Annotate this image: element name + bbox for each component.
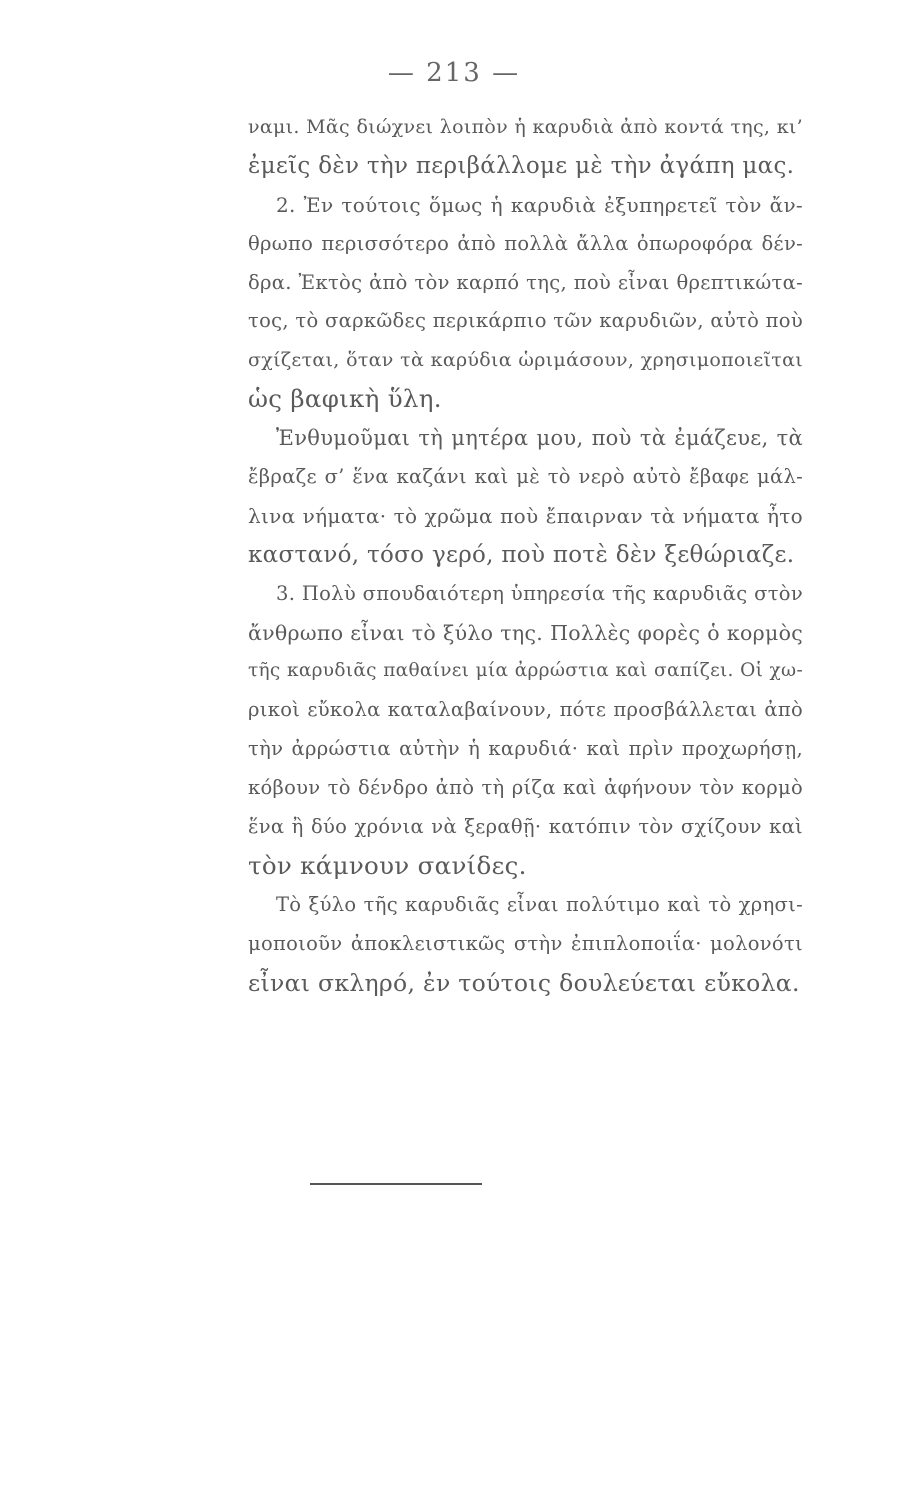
text-line: ναμι. Μᾶς διώχνει λοιπὸν ἡ καρυδιὰ ἀπὸ κοντά της, κι’ bbox=[248, 116, 803, 138]
text-line: τὸν κάμνουν σανίδες. bbox=[248, 850, 527, 880]
text-line: τὴν ἀρρώστια αὐτὴν ἡ καρυδιά· καὶ πρὶν προχωρήσῃ, bbox=[248, 737, 803, 761]
text-line: 2. Ἐν τούτοις ὅμως ἡ καρυδιὰ ἐξυπηρετεῖ τὸν ἄν- bbox=[276, 192, 803, 217]
body-text bbox=[248, 108, 803, 1002]
text-line: ρικοὶ εὔκολα καταλαβαίνουν, πότε προσβάλλεται ἀπὸ bbox=[248, 698, 803, 722]
text-line: ἄνθρωπο εἶναι τὸ ξύλο της. Πολλὲς φορὲς ὁ κορμὸς bbox=[248, 620, 803, 645]
text-line: τος, τὸ σαρκῶδες περικάρπιο τῶν καρυδιῶν, αὐτὸ ποὺ bbox=[248, 309, 803, 333]
text-line: σχίζεται, ὅταν τὰ καρύδια ὡριμάσουν, χρησιμοποιεῖται bbox=[248, 349, 803, 372]
text-line: καστανό, τόσο γερό, ποὺ ποτὲ δὲν ξεθώριαζε. bbox=[248, 541, 795, 568]
text-line: λινα νήματα· τὸ χρῶμα ποὺ ἔπαιρναν τὰ νήματα ἦτο bbox=[248, 503, 803, 528]
page-number: — 213 — bbox=[387, 58, 521, 88]
text-line: θρωπο περισσότερο ἀπὸ πολλὰ ἄλλα ὀπωροφόρα δέν- bbox=[248, 231, 803, 255]
text-line: δρα. Ἐκτὸς ἀπὸ τὸν καρπό της, ποὺ εἶναι θρεπτικώτα- bbox=[248, 270, 803, 294]
text-line: κόβουν τὸ δένδρο ἀπὸ τὴ ρίζα καὶ ἀφήνουν τὸν κορμὸ bbox=[248, 776, 803, 800]
text-line: ἔβραζε σ’ ἕνα καζάνι καὶ μὲ τὸ νερὸ αὐτὸ ἔβαφε μάλ- bbox=[248, 465, 803, 489]
text-line: Τὸ ξύλο τῆς καρυδιᾶς εἶναι πολύτιμο καὶ τὸ χρησι- bbox=[276, 892, 803, 916]
text-line: Ἐνθυμοῦμαι τὴ μητέρα μου, ποὺ τὰ ἐμάζευε, τὰ bbox=[276, 426, 803, 451]
text-line: τῆς καρυδιᾶς παθαίνει μία ἀρρώστια καὶ σαπίζει. Οἱ χω- bbox=[248, 660, 803, 682]
section-rule bbox=[310, 1183, 482, 1185]
text-line: ὡς βαφικὴ ὕλη. bbox=[248, 384, 442, 414]
text-line: μοποιοῦν ἀποκλειστικῶς στὴν ἐπιπλοποιΐα· μολονότι bbox=[248, 931, 803, 955]
text-line: ἕνα ἢ δύο χρόνια νὰ ξεραθῇ· κατόπιν τὸν σχίζουν καὶ bbox=[248, 815, 803, 839]
text-line: ἐμεῖς δὲν τὴν περιβάλλομε μὲ τὴν ἀγάπη μας. bbox=[248, 152, 795, 179]
text-line: 3. Πολὺ σπουδαιότερη ὑπηρεσία τῆς καρυδιᾶς στὸν bbox=[276, 581, 803, 605]
text-line: εἶναι σκληρό, ἐν τούτοις δουλεύεται εὔκολα. bbox=[248, 968, 800, 997]
